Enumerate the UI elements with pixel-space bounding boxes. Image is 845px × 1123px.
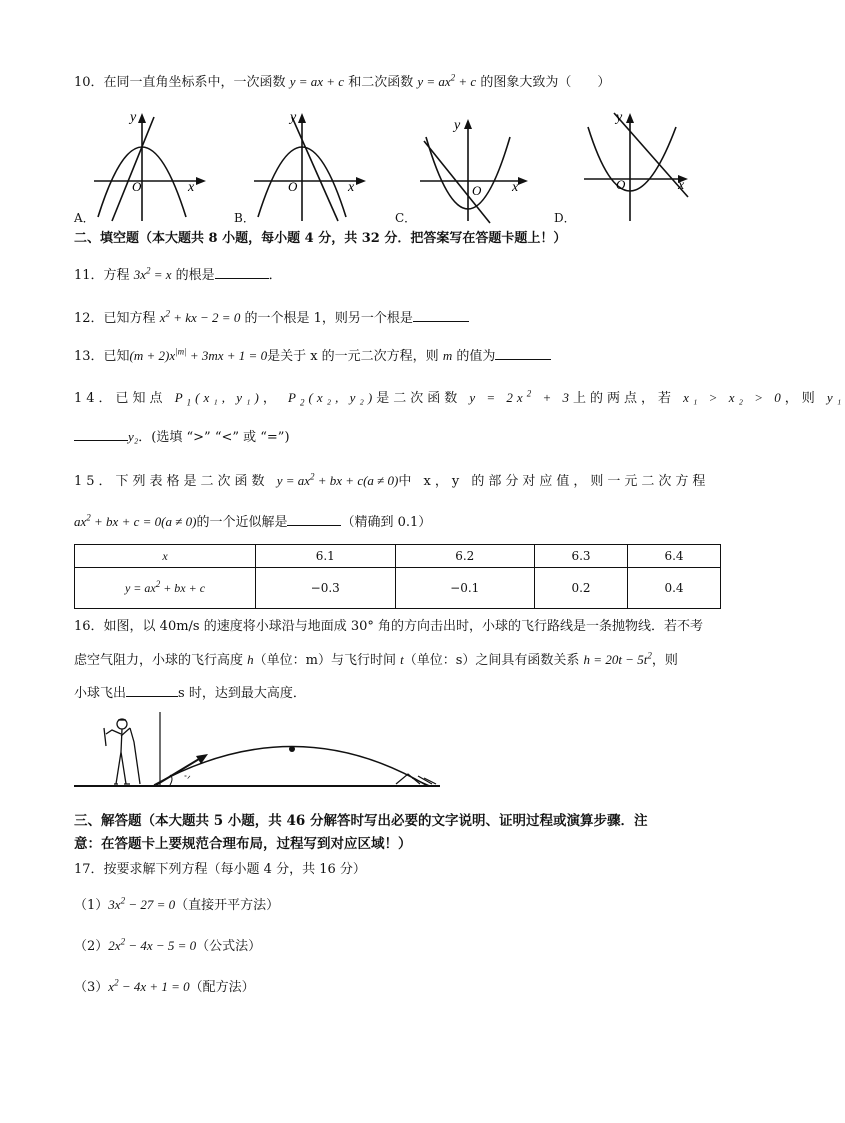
landing-marks <box>396 774 436 786</box>
y-axis-arrow-icon <box>138 113 146 123</box>
q10-stem <box>74 73 610 92</box>
q13-answer-blank[interactable] <box>495 347 551 360</box>
line <box>292 117 338 221</box>
q16-line1: 16．如图，以 40m/s 的速度将小球沿与地面成 30° 角的方向击出时，小球的飞行路线是一条抛物线．若不考 <box>74 619 704 634</box>
q17-item-1: $(1)3x^2 - 27 = 0$（直接开平方法） <box>74 895 280 913</box>
y-label: y <box>454 118 461 133</box>
x-label: x <box>512 180 519 195</box>
table-header-x: x <box>75 545 256 568</box>
table-cell: −0.1 <box>395 568 535 609</box>
q17-item-2: $(2)2x^2 - 4x - 5 = 0$（公式法） <box>74 936 262 954</box>
q15-answer-blank[interactable] <box>287 513 341 526</box>
q16-line3: 小球飞出 s 时，达到最大高度． <box>74 686 306 701</box>
table-cell: 6.2 <box>395 545 535 568</box>
q15-value-table <box>74 544 721 609</box>
line <box>424 141 490 223</box>
y-axis-arrow-icon <box>464 119 472 129</box>
q11: 11．方程 $3x^2 = x$ 的根是 ． <box>74 265 282 283</box>
table-row <box>75 545 721 568</box>
q15-line1: 15．下列表格是二次函数 $y = ax^2$ + bx + c(a ≠ 0)中 x，y 的部分对应值，则一元二次方程 <box>74 471 710 489</box>
q12-answer-blank[interactable] <box>413 309 469 322</box>
x-label: x <box>678 178 685 193</box>
x-label: x <box>348 180 355 195</box>
q10-suffix: 的图象大致为（ ） <box>480 75 611 90</box>
y-label: y <box>290 110 297 125</box>
q10-prefix: 10．在同一直角坐标系中，一次函数 <box>74 75 286 90</box>
option-c-label: C． <box>395 211 417 225</box>
q14-answer-blank[interactable] <box>74 428 128 441</box>
q13: 13．已知$(m + 2)x^{|m|} + 3mx + 1 = 0$是关于 x 的一元二次方程，则 m 的值为 <box>74 347 551 366</box>
origin-label: O <box>288 179 298 194</box>
origin-label: O <box>616 177 626 192</box>
q10-quadratic-function: $y = ax^2 + c$ <box>417 72 477 89</box>
table-header-y: $y = ax^2$ + bx + c <box>75 568 256 609</box>
section-3-heading-line2: 意：在答题卡上要规范合理布局，过程写到对应区域！） <box>74 836 412 852</box>
line <box>112 117 154 221</box>
trajectory-curve <box>154 747 426 786</box>
q14-line1: 14．已知点 $P_1(x_1$, y₁)， $P_2(x_2$, y₂)是二次函数 $y = 2x^2 + 3$上的两点，若 x₁ > x₂ > 0，则 y₁ <box>74 388 845 408</box>
table-row <box>75 568 721 609</box>
table-cell: 0.4 <box>628 568 721 609</box>
x-axis-arrow-icon <box>356 177 366 185</box>
section-3-heading-line1: 三、解答题（本大题共 5 小题，共 46 分解答时写出必要的文字说明、证明过程或演算步骤．注 <box>74 813 648 829</box>
y-label: y <box>616 110 623 125</box>
q15-line2: $ax^2$ + bx + c = 0(a ≠ 0)的一个近似解是 （精确到 0.1） <box>74 512 432 530</box>
q16-line2: 虑空气阻力，小球的飞行高度 h（单位：m）与飞行时间 t（单位：s）之间具有函数关系 $h = 20t - 5t^2$，则 <box>74 650 678 668</box>
table-cell: 6.4 <box>628 545 721 568</box>
q17-title: 17．按要求解下列方程（每小题 4 分，共 16 分） <box>74 862 366 877</box>
q10-linear-function: y = ax + c <box>289 74 345 89</box>
velocity-arrow <box>156 756 204 785</box>
graph-option-c <box>418 105 536 223</box>
section-2-heading: 二、填空题（本大题共 8 小题，每小题 4 分，共 32 分．把答案写在答题卡题上！） <box>74 231 567 246</box>
table-cell: 6.3 <box>535 545 628 568</box>
x-axis-arrow-icon <box>518 177 528 185</box>
graph-option-a <box>92 105 210 223</box>
table-cell: 6.1 <box>256 545 396 568</box>
angle-marks: ˚ᐟ <box>184 774 191 784</box>
origin-label: O <box>132 179 142 194</box>
golfer-icon <box>104 719 140 784</box>
q12: 12．已知方程 $x^2$ + kx − 2 = 0 的一个根是 1，则另一个根是 <box>74 309 469 328</box>
origin-label: O <box>472 183 482 198</box>
table-cell: 0.2 <box>535 568 628 609</box>
parabola <box>588 127 676 191</box>
x-label: x <box>188 180 195 195</box>
q17-item-3: $(3)x^2 - 4x + 1 = 0$（配方法） <box>74 977 255 995</box>
table-cell: −0.3 <box>256 568 396 609</box>
graph-option-d <box>582 105 700 223</box>
y-axis-arrow-icon <box>626 113 634 123</box>
q16-answer-blank[interactable] <box>126 684 178 697</box>
graph-option-b <box>252 105 370 223</box>
y-label: y <box>130 110 137 125</box>
y-axis-arrow-icon <box>298 113 306 123</box>
q14-line2: y₂．(选填 “>” “<” 或 “=”) <box>74 428 290 447</box>
ball-at-apex <box>289 746 295 752</box>
golf-ball-trajectory-figure <box>74 712 444 796</box>
option-a-label: A． <box>74 211 95 225</box>
x-axis-arrow-icon <box>196 177 206 185</box>
q10-mid: 和二次函数 <box>348 75 414 90</box>
option-d-label: D． <box>554 211 576 225</box>
option-b-label: B． <box>234 211 255 225</box>
q11-answer-blank[interactable] <box>215 266 269 279</box>
